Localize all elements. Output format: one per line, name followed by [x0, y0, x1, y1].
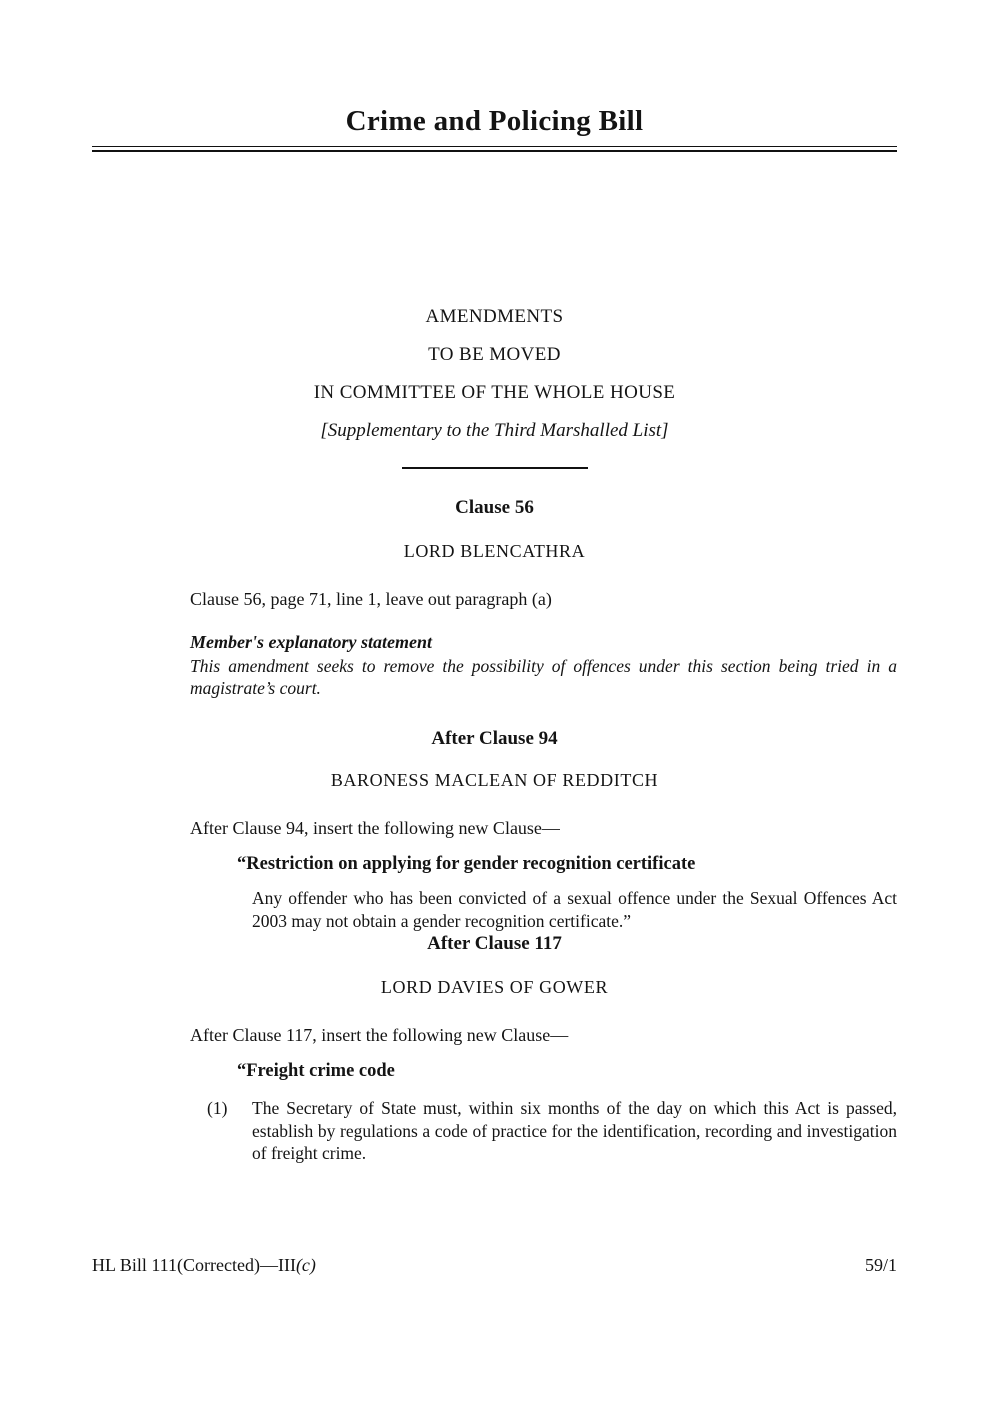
to-be-moved-heading: TO BE MOVED — [428, 344, 561, 365]
separator-rule — [402, 467, 588, 469]
committee-heading: IN COMMITTEE OF THE WHOLE HOUSE — [313, 382, 676, 403]
new-clause-text: Any offender who has been convicted of a sexual offence under the Sexual Offences Act 2003 may not obtain a gender recognition certificate.” — [252, 888, 897, 931]
bill-reference-main: HL Bill 111(Corrected)—III — [92, 1255, 296, 1275]
new-clause-title: “Freight crime code — [237, 1061, 395, 1081]
new-clause-title: “Restriction on applying for gender recognition certificate — [237, 854, 696, 874]
amendment-section-after-clause-117 — [92, 933, 897, 1165]
clause-heading: After Clause 94 — [431, 728, 558, 749]
sponsor-name: LORD DAVIES OF GOWER — [380, 977, 609, 997]
subsection-number: (1) — [207, 1098, 228, 1118]
clause-heading: After Clause 117 — [427, 933, 562, 954]
clause-heading: Clause 56 — [455, 497, 534, 518]
explanatory-statement-text: This amendment seeks to remove the possibility of offences under this section being tried in a magistrate’s court. — [190, 656, 897, 698]
sheet-number: 59/1 — [864, 1255, 897, 1275]
amendment-section-clause-56 — [92, 497, 897, 699]
subsection-text: The Secretary of State must, within six months of the day on which this Act is passed, establish by regulations a code of practice for the identification, recording and investigation of freight crime. — [252, 1098, 897, 1163]
bill-reference — [92, 1254, 316, 1276]
amendment-section-after-clause-94 — [92, 728, 897, 933]
bill-reference-suffix: (c) — [295, 1255, 316, 1275]
amendments-heading: AMENDMENTS — [425, 306, 564, 327]
front-matter — [92, 307, 897, 469]
clause-subsection-1 — [92, 1097, 897, 1165]
sponsor-name: BARONESS MACLEAN OF REDDITCH — [330, 770, 659, 790]
supplementary-note: [Supplementary to the Third Marshalled List] — [320, 420, 669, 441]
amendment-instruction: After Clause 94, insert the following new Clause— — [190, 818, 560, 838]
amendment-instruction: Clause 56, page 71, line 1, leave out paragraph (a) — [190, 589, 552, 609]
explanatory-statement-heading: Member's explanatory statement — [190, 632, 432, 652]
amendment-instruction: After Clause 117, insert the following new Clause— — [190, 1025, 569, 1045]
page-footer — [92, 1254, 897, 1276]
bill-title: Crime and Policing Bill — [345, 105, 644, 137]
sponsor-name: LORD BLENCATHRA — [403, 541, 586, 561]
title-rule — [92, 146, 897, 152]
